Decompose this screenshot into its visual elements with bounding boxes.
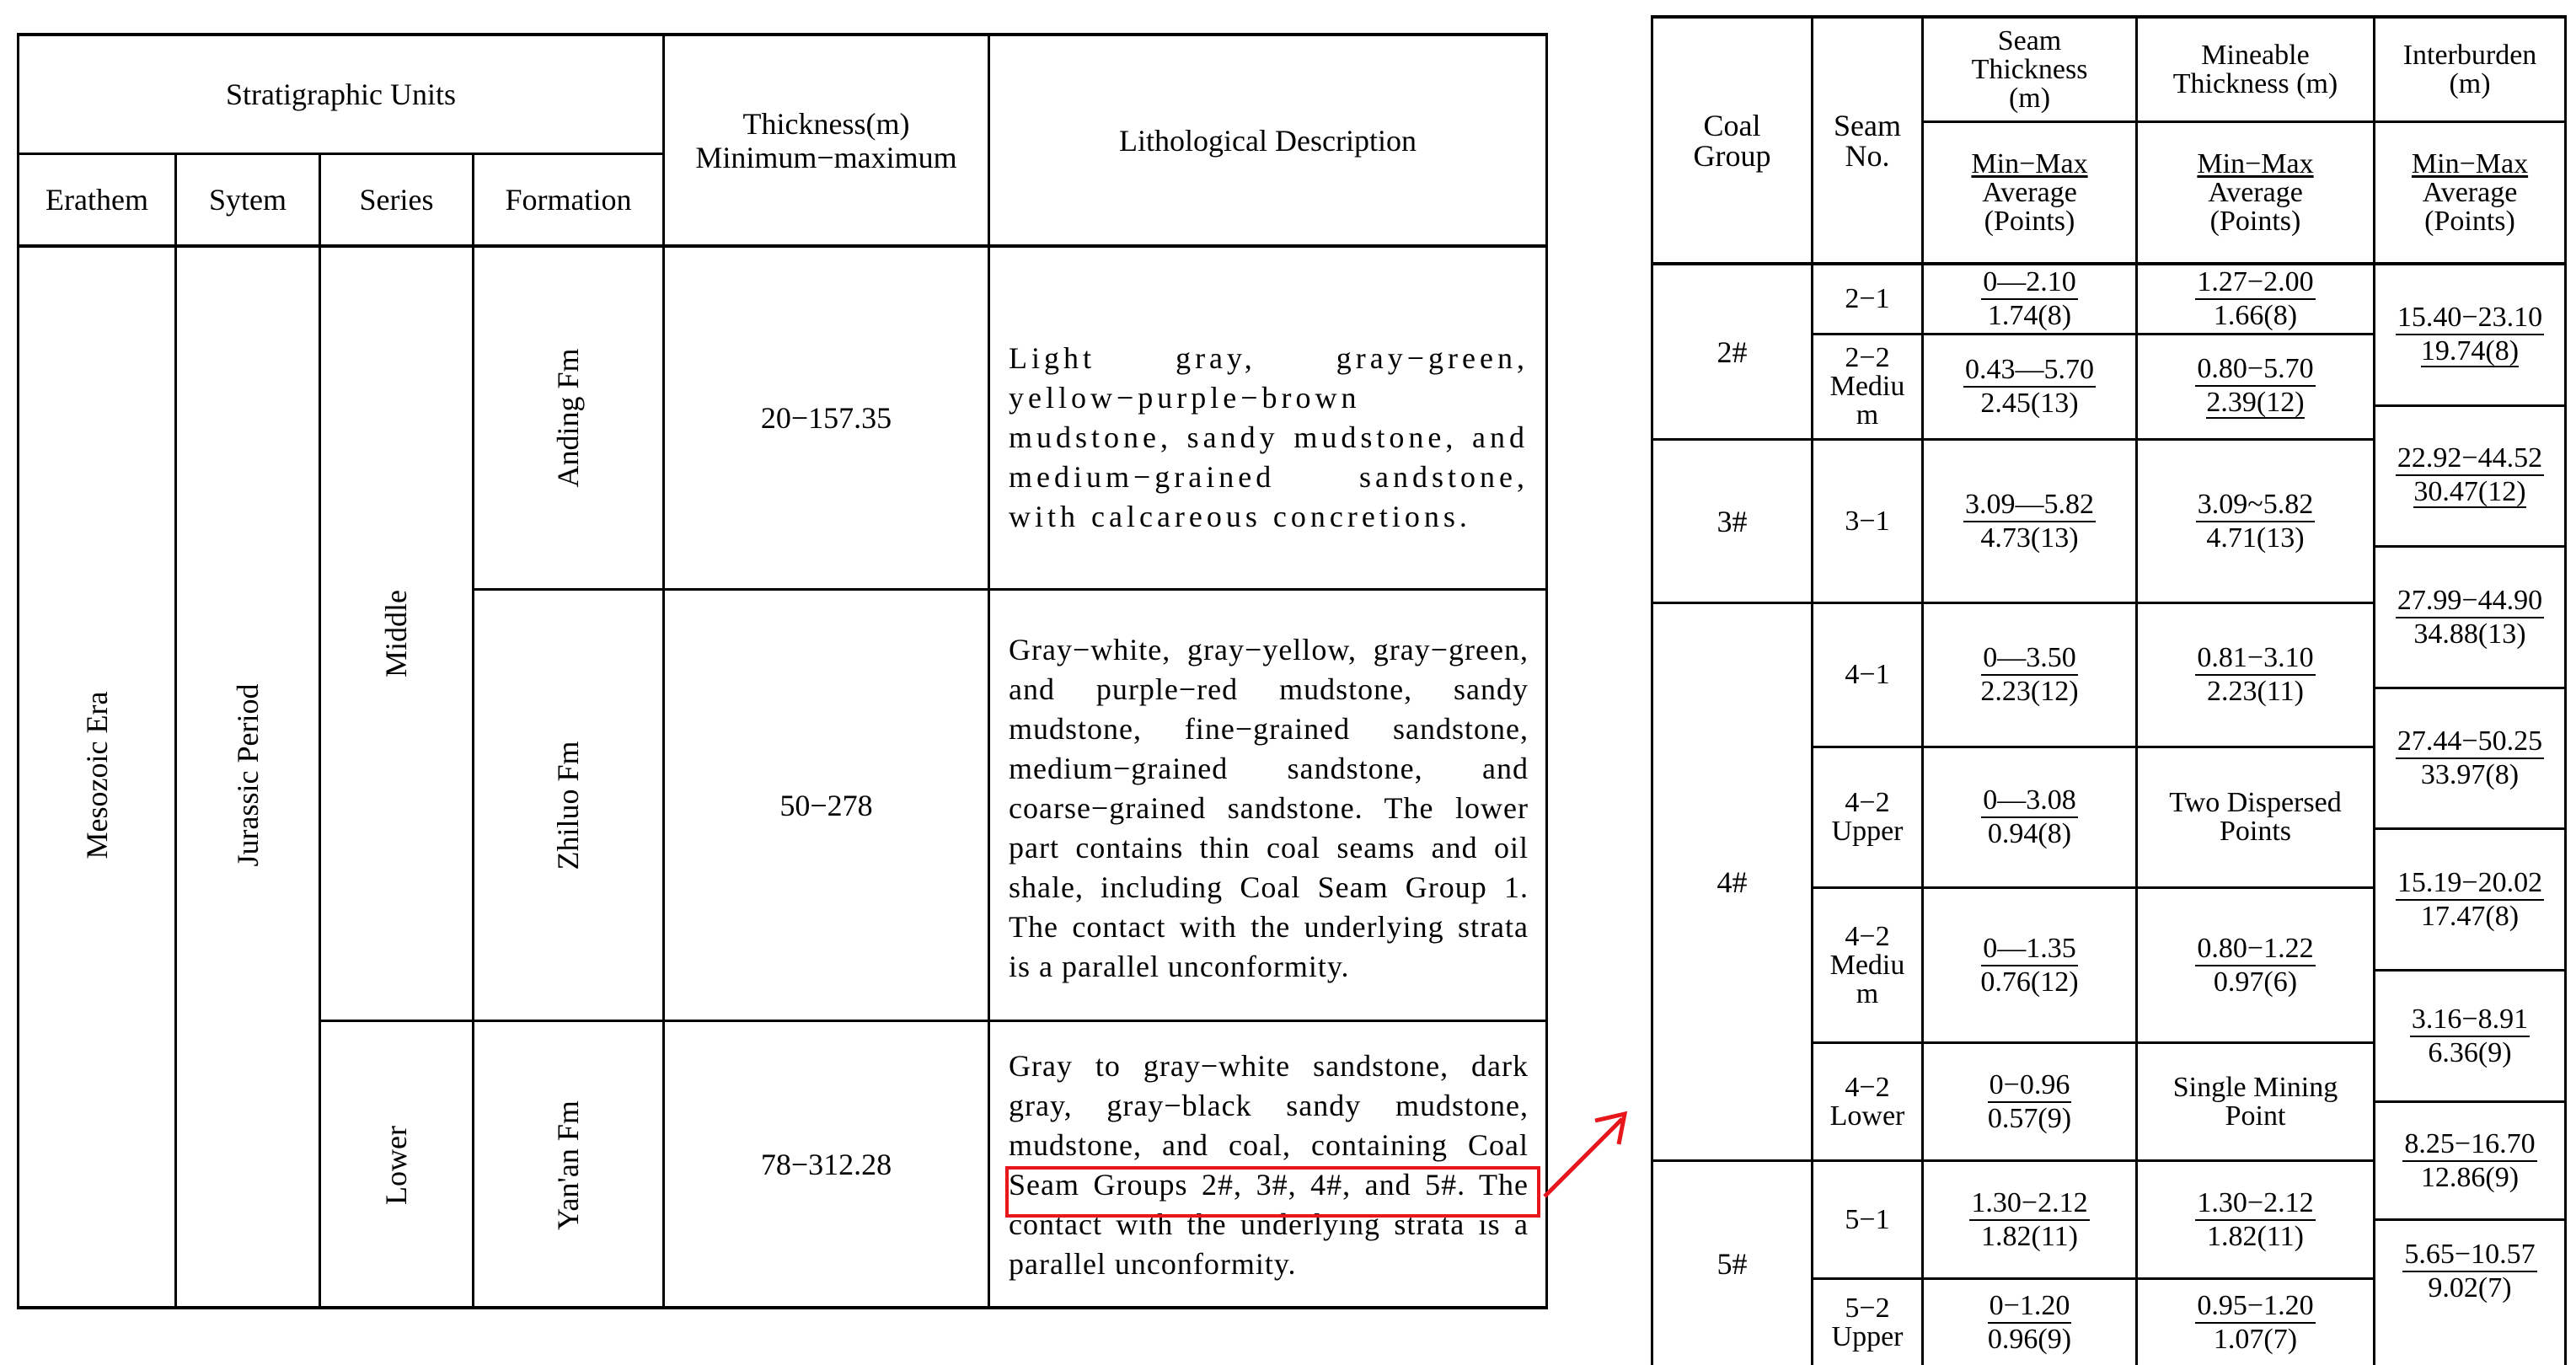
mineable-range: 0.80−1.22: [2195, 934, 2315, 966]
subheader-mineable: [2138, 123, 2373, 262]
thickness-zhiluo: 50−278: [779, 788, 873, 822]
interburden-cell: [2375, 830, 2564, 969]
header-stratigraphic-units: Stratigraphic Units: [226, 78, 456, 111]
header-seam-thickness-line3: (m): [2008, 82, 2051, 114]
mineable-cell: [2138, 1280, 2373, 1365]
interburden-range: 22.92−44.52: [2396, 444, 2544, 476]
seam-thickness-cell: [1924, 1044, 2135, 1159]
interburden-average: 9.02(7): [2428, 1272, 2512, 1303]
seam-thickness-average: 0.76(12): [1980, 966, 2079, 998]
seam-thickness-range: 0−0.96: [1988, 1071, 2072, 1103]
subheader-points: (Points): [2209, 205, 2301, 237]
mineable-cell: [2138, 265, 2373, 333]
interburden-range: 8.25−16.70: [2402, 1130, 2536, 1162]
header-interburden-line2: (m): [2449, 67, 2491, 99]
interburden-cell: [2375, 265, 2564, 404]
interburden-cell: [2375, 972, 2564, 1100]
interburden-average: 12.86(9): [2420, 1161, 2520, 1193]
header-seam-thickness: [1924, 19, 2135, 120]
seam-no-label: 4−1: [1845, 659, 1890, 690]
header-coal-group-line2: Group: [1693, 138, 1771, 173]
series-lower-label: Lower: [379, 1126, 413, 1205]
series-middle-label: Middle: [379, 590, 413, 677]
header-coal-group: [1653, 19, 1811, 262]
seam-no-cell: [1813, 1280, 1921, 1365]
header-mineable-line2: Thickness (m): [2172, 67, 2338, 99]
seam-thickness-cell: [1924, 604, 2135, 746]
seam-no-label: Lower: [1829, 1100, 1905, 1132]
seam-no-label: 5−2: [1845, 1292, 1890, 1324]
seam-no-label: 4−2: [1845, 787, 1890, 818]
seam-no-label: 4−2: [1845, 1071, 1890, 1103]
header-interburden: [2375, 19, 2564, 120]
interburden-range: 5.65−10.57: [2402, 1240, 2536, 1272]
mineable-note: Two Dispersed: [2169, 787, 2342, 818]
seam-no-cell: [1813, 748, 1921, 886]
seam-no-label: 5−1: [1845, 1203, 1890, 1235]
subheader-min-max: Min−Max: [2411, 147, 2529, 179]
seam-no-cell: [1813, 1162, 1921, 1277]
mineable-range: 1.30−2.12: [2195, 1189, 2315, 1221]
seam-no-cell: [1813, 889, 1921, 1041]
seam-no-label: m: [1856, 977, 1879, 1009]
seam-no-cell: [1813, 441, 1921, 602]
seam-thickness-cell: [1924, 441, 2135, 602]
erathem-label: Mesozoic Era: [80, 691, 114, 859]
subheader-average: Average: [1982, 176, 2077, 208]
description-zhiluo: Gray−white, gray−yellow, gray−green, and purple−red mudstone, sandy mudstone, fine−grained sandstone, medium−grained sandstone, and coarse−grained sandstone. The lower part contains thin coal seams and oil shale, including Coal Seam Group 1. The contact with the underlying strata is a parallel unconformity.: [1009, 633, 1529, 983]
seam-thickness-cell: [1924, 1280, 2135, 1365]
subheader-seam-thickness: [1924, 123, 2135, 262]
header-mineable-thickness: [2138, 19, 2373, 120]
mineable-range: 0.95−1.20: [2195, 1292, 2315, 1324]
seam-thickness-range: 0—3.50: [1981, 644, 2078, 676]
interburden-range: 15.19−20.02: [2396, 869, 2544, 901]
header-seam-no-line2: No.: [1845, 138, 1890, 173]
seam-thickness-cell: [1924, 748, 2135, 886]
mineable-cell: [2138, 335, 2373, 438]
mineable-range: 0.81−3.10: [2195, 644, 2315, 676]
highlight-box: [1005, 1166, 1540, 1218]
formation-anding-label: Anding Fm: [551, 348, 585, 488]
seam-thickness-average: 0.57(9): [1987, 1102, 2072, 1134]
interburden-range: 15.40−23.10: [2396, 303, 2544, 335]
seam-thickness-range: 0—3.08: [1981, 786, 2078, 818]
seam-no-cell: [1813, 1044, 1921, 1159]
subheader-average: Average: [2208, 176, 2303, 208]
interburden-cell: [2375, 407, 2564, 545]
subheader-min-max: Min−Max: [1971, 147, 2088, 179]
interburden-range: 3.16−8.91: [2410, 1005, 2530, 1037]
subheader-points: (Points): [2424, 205, 2515, 237]
seam-no-label: Mediu: [1829, 371, 1905, 402]
coal-group-2: 2#: [1716, 335, 1748, 369]
interburden-average: 33.97(8): [2420, 759, 2520, 790]
interburden-cell: [2375, 1221, 2564, 1322]
seam-thickness-cell: [1924, 335, 2135, 438]
mineable-note: Point: [2225, 1100, 2286, 1132]
seam-thickness-average: 0.96(9): [1987, 1323, 2072, 1355]
seam-no-label: 2−1: [1845, 283, 1890, 314]
mineable-cell: [2138, 1044, 2373, 1159]
interburden-range: 27.99−44.90: [2396, 586, 2544, 618]
header-seam-no-line1: Seam: [1834, 108, 1901, 142]
seam-thickness-cell: [1924, 1162, 2135, 1277]
mineable-average: 1.66(8): [2213, 300, 2298, 331]
formation-zhiluo-label: Zhiluo Fm: [551, 741, 585, 870]
mineable-cell: [2138, 441, 2373, 602]
thickness-anding: 20−157.35: [760, 401, 892, 435]
coal-group-5: 5#: [1716, 1246, 1748, 1281]
mineable-range: 3.09~5.82: [2196, 490, 2315, 522]
header-seam-thickness-line1: Seam: [1997, 24, 2062, 56]
header-seam-no: [1813, 19, 1921, 262]
interburden-cell: [2375, 689, 2564, 827]
formation-yanan-label: Yan'an Fm: [551, 1100, 585, 1230]
mineable-note: Single Mining: [2172, 1071, 2338, 1103]
pointer-arrow: [1538, 1095, 1639, 1205]
mineable-average: 4.71(13): [2206, 522, 2305, 554]
mineable-cell: [2138, 1162, 2373, 1277]
seam-thickness-range: 0—1.35: [1981, 934, 2078, 966]
coal-group-4: 4#: [1716, 864, 1748, 899]
seam-thickness-range: 0—2.10: [1981, 268, 2078, 300]
seam-no-label: Mediu: [1829, 949, 1905, 981]
mineable-note: Points: [2219, 816, 2292, 847]
seam-thickness-average: 1.74(8): [1987, 300, 2072, 331]
mineable-average: 0.97(6): [2213, 966, 2298, 998]
interburden-average: 30.47(12): [2413, 476, 2526, 507]
interburden-range: 27.44−50.25: [2396, 727, 2544, 759]
subheader-min-max: Min−Max: [2197, 147, 2314, 179]
header-mineable-line1: Mineable: [2201, 39, 2310, 71]
coal-group-3: 3#: [1716, 504, 1748, 538]
seam-thickness-average: 0.94(8): [1987, 818, 2072, 849]
system-label: Jurassic Period: [231, 683, 265, 867]
seam-no-label: 4−2: [1845, 920, 1890, 952]
header-thickness-line1: Thickness(m): [742, 106, 910, 141]
header-seam-thickness-line2: Thickness: [1971, 53, 2088, 85]
seam-no-label: Upper: [1831, 816, 1904, 847]
header-interburden-line1: Interburden: [2402, 39, 2537, 71]
interburden-average: 34.88(13): [2413, 618, 2526, 650]
seam-thickness-average: 4.73(13): [1980, 522, 2079, 554]
header-system: Sytem: [208, 183, 287, 217]
description-yanan: Gray to gray−white sandstone, dark gray, gray−black sandy mudstone, mudstone, and coal, containing Coal Seam Groups 2#, 3#, 4#, and 5#. The contact with the underlying strata is a parallel unconformity.: [1009, 1049, 1529, 1281]
seam-no-label: 3−1: [1845, 505, 1890, 537]
seam-thickness-range: 3.09—5.82: [1963, 490, 2096, 522]
description-anding: Light gray, gray−green, yellow−purple−brown mudstone, sandy mudstone, and medium−grained sandstone, with calcareous concretions.: [1009, 341, 1529, 533]
coal-seam-table: [1643, 0, 2576, 1365]
header-thickness: [665, 36, 988, 244]
subheader-interburden: [2375, 123, 2564, 262]
subheader-average: Average: [2422, 176, 2518, 208]
mineable-average: 1.82(11): [2207, 1220, 2304, 1252]
mineable-range: 0.80−5.70: [2195, 355, 2315, 387]
interburden-average: 17.47(8): [2420, 900, 2520, 932]
seam-thickness-range: 1.30−2.12: [1969, 1189, 2089, 1221]
header-coal-group-line1: Coal: [1703, 108, 1761, 142]
mineable-cell: [2138, 889, 2373, 1041]
seam-thickness-average: 1.82(11): [1981, 1220, 2078, 1252]
seam-no-cell: [1813, 265, 1921, 333]
subheader-points: (Points): [1984, 205, 2075, 237]
seam-thickness-range: 0.43—5.70: [1963, 356, 2096, 388]
header-lithological-description: Lithological Description: [1119, 123, 1417, 158]
interburden-average: 6.36(9): [2428, 1036, 2512, 1068]
seam-thickness-average: 2.45(13): [1980, 388, 2079, 419]
mineable-average: 2.23(11): [2207, 676, 2304, 707]
thickness-yanan: 78−312.28: [760, 1147, 892, 1181]
mineable-average: 1.07(7): [2213, 1323, 2298, 1355]
mineable-cell: [2138, 748, 2373, 886]
seam-thickness-cell: [1924, 265, 2135, 333]
seam-thickness-average: 2.23(12): [1980, 676, 2079, 707]
interburden-cell: [2375, 1103, 2564, 1218]
mineable-average: 2.39(12): [2206, 387, 2305, 418]
seam-no-label: 2−2: [1845, 342, 1890, 373]
header-series: Series: [359, 183, 434, 217]
seam-no-cell: [1813, 604, 1921, 746]
seam-no-cell: [1813, 335, 1921, 438]
header-erathem: Erathem: [46, 183, 148, 217]
interburden-cell: [2375, 548, 2564, 687]
mineable-range: 1.27−2.00: [2195, 268, 2315, 300]
seam-thickness-cell: [1924, 889, 2135, 1041]
interburden-average: 19.74(8): [2420, 335, 2520, 367]
mineable-cell: [2138, 604, 2373, 746]
seam-no-label: Upper: [1831, 1320, 1904, 1352]
seam-thickness-range: 0−1.20: [1988, 1292, 2072, 1324]
header-formation: Formation: [505, 183, 632, 217]
seam-no-label: m: [1856, 399, 1879, 431]
header-thickness-line2: Minimum−maximum: [695, 140, 957, 174]
